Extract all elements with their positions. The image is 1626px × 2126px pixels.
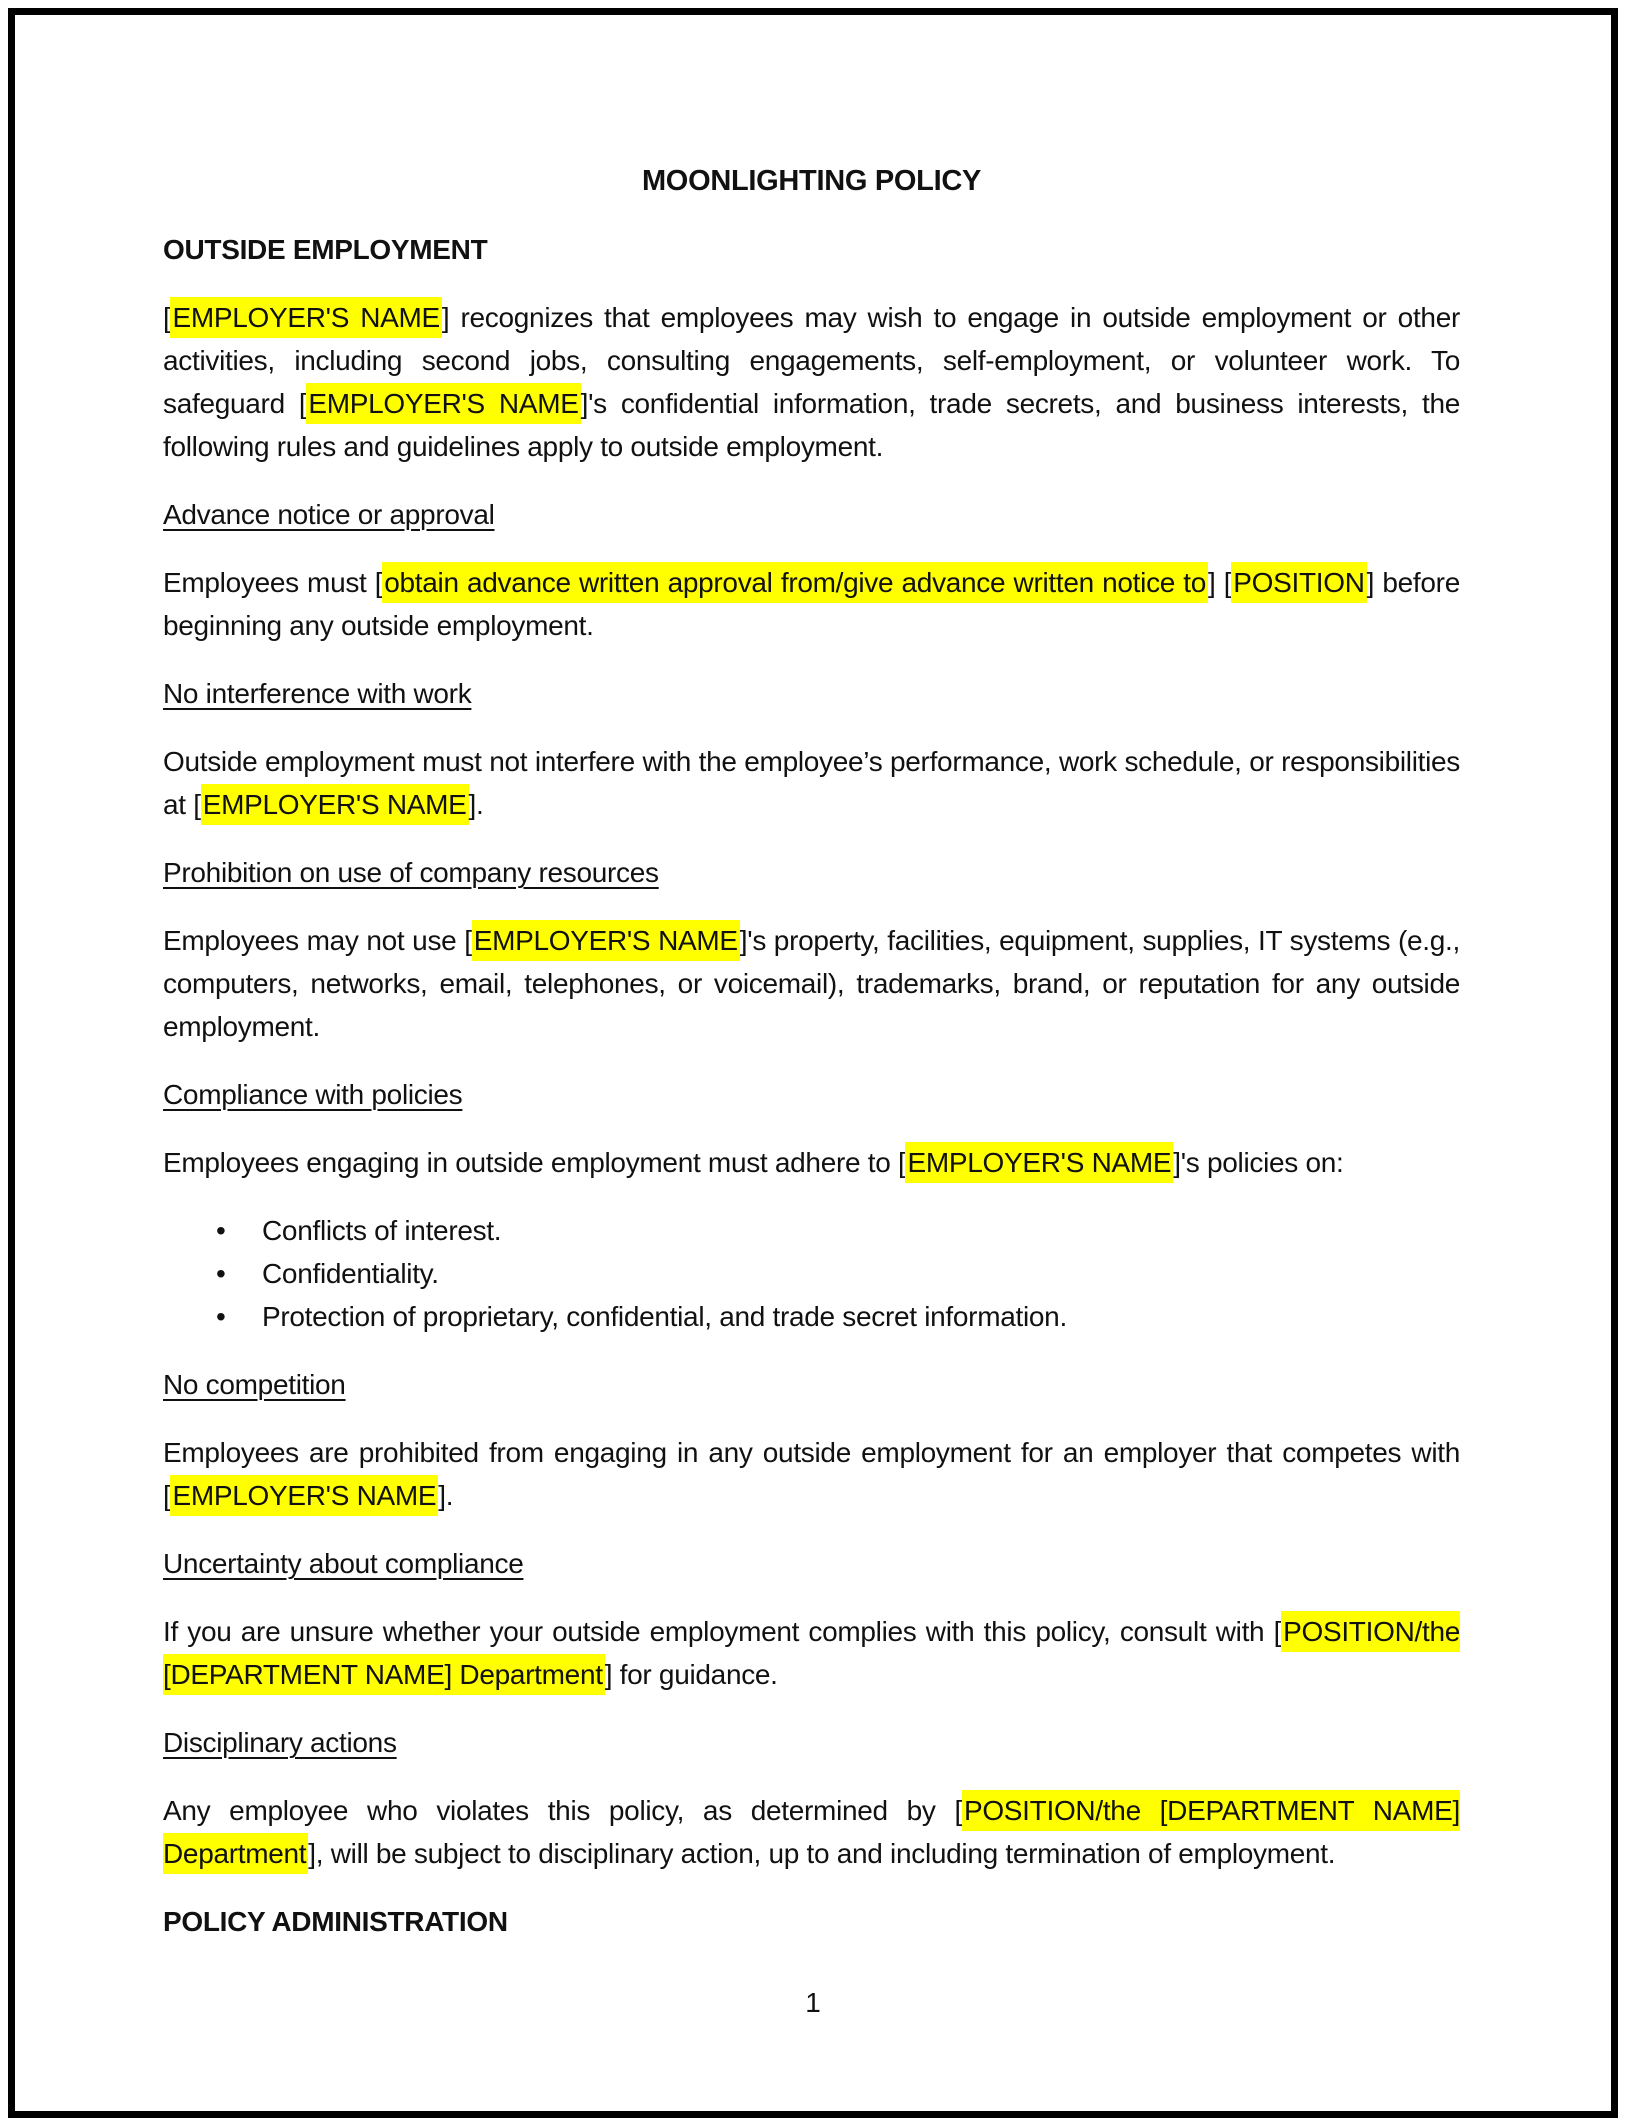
section-subheading	[163, 851, 1460, 894]
text-segment: If you are unsure whether your outside employment complies with this policy, consult with [	[163, 1616, 1282, 1647]
list-item	[163, 1295, 1460, 1338]
text-segment: ].	[468, 789, 484, 820]
paragraph	[163, 561, 1460, 647]
highlighted-placeholder: POSITION	[1231, 562, 1366, 603]
document-title: MOONLIGHTING POLICY	[641, 165, 982, 197]
list-item	[163, 1209, 1460, 1252]
document-content	[163, 160, 1460, 1968]
text-segment: Employees are prohibited from engaging in any outside employment for an employer that competes with [	[163, 1437, 1460, 1511]
highlighted-placeholder: EMPLOYER'S NAME	[306, 383, 580, 424]
text-segment: Employees engaging in outside employment must adhere to [	[163, 1147, 906, 1178]
section-heading: POLICY ADMINISTRATION	[163, 1906, 508, 1937]
text-segment: ] recognizes that employees may wish to engage in outside employment or other activities, including second jobs, consulting engagements, self-employment, or volunteer work. To safeguard [	[163, 302, 1460, 419]
highlighted-placeholder: EMPLOYER'S NAME	[170, 1475, 438, 1516]
section-heading: OUTSIDE EMPLOYMENT	[163, 234, 488, 265]
list-item-text: Confidentiality.	[262, 1258, 439, 1289]
section-subheading-text: Advance notice or approval	[163, 499, 495, 530]
document-body	[163, 228, 1460, 1943]
text-segment: Employees must [	[163, 567, 383, 598]
section-subheading-text: Compliance with policies	[163, 1079, 463, 1110]
paragraph	[163, 1789, 1460, 1875]
bullet-icon: •	[216, 1258, 226, 1289]
section-subheading-text: No competition	[163, 1369, 346, 1400]
text-segment: Employees may not use [	[163, 925, 472, 956]
paragraph	[163, 1141, 1460, 1184]
text-segment: [	[163, 302, 171, 333]
highlighted-placeholder: POSITION/the [DEPARTMENT NAME] Department	[163, 1611, 1460, 1695]
text-segment: ]'s confidential information, trade secrets, and business interests, the following rules and guidelines apply to outside employment.	[163, 388, 1460, 462]
highlighted-placeholder: EMPLOYER'S NAME	[905, 1142, 1173, 1183]
bullet-list	[163, 1209, 1460, 1338]
highlighted-placeholder: EMPLOYER'S NAME	[472, 920, 740, 961]
text-segment: ] [	[1208, 567, 1232, 598]
highlighted-placeholder: obtain advance written approval from/give advance written notice to	[382, 562, 1208, 603]
section-subheading	[163, 1721, 1460, 1764]
section-subheading-text: Disciplinary actions	[163, 1727, 397, 1758]
paragraph	[163, 1610, 1460, 1696]
list-item-text: Protection of proprietary, confidential, and trade secret information.	[262, 1301, 1067, 1332]
list-item	[163, 1252, 1460, 1295]
section-subheading-text: No interference with work	[163, 678, 472, 709]
page-number: 1	[805, 1987, 821, 2018]
section-subheading	[163, 1363, 1460, 1406]
text-segment: Any employee who violates this policy, as determined by [	[163, 1795, 962, 1826]
highlighted-placeholder: POSITION/the [DEPARTMENT NAME] Department	[163, 1790, 1460, 1874]
text-segment: Outside employment must not interfere with the employee’s performance, work schedule, or responsibilities at [	[163, 746, 1460, 820]
paragraph	[163, 296, 1460, 468]
text-segment: ] for guidance.	[604, 1659, 778, 1690]
bullet-icon: •	[216, 1301, 226, 1332]
highlighted-placeholder: EMPLOYER'S NAME	[170, 297, 441, 338]
paragraph	[163, 1431, 1460, 1517]
highlighted-placeholder: EMPLOYER'S NAME	[201, 784, 469, 825]
page-footer	[0, 1981, 1626, 2024]
section-subheading	[163, 493, 1460, 536]
text-segment: ].	[438, 1480, 454, 1511]
paragraph	[163, 740, 1460, 826]
section-subheading-text: Uncertainty about compliance	[163, 1548, 524, 1579]
section-subheading	[163, 1073, 1460, 1116]
list-item-text: Conflicts of interest.	[262, 1215, 502, 1246]
text-segment: ]'s policies on:	[1173, 1147, 1344, 1178]
section-subheading	[163, 672, 1460, 715]
bullet-icon: •	[216, 1215, 226, 1246]
section-subheading	[163, 1542, 1460, 1585]
text-segment: ]'s property, facilities, equipment, supplies, IT systems (e.g., computers, networks, email, telephones, or voicemail), trademarks, brand, or reputation for any outside employment.	[163, 925, 1460, 1042]
section-subheading-text: Prohibition on use of company resources	[163, 857, 659, 888]
text-segment: ], will be subject to disciplinary action, up to and including termination of employment.	[308, 1838, 1336, 1869]
text-segment: ] before beginning any outside employment.	[163, 567, 1460, 641]
paragraph	[163, 919, 1460, 1048]
